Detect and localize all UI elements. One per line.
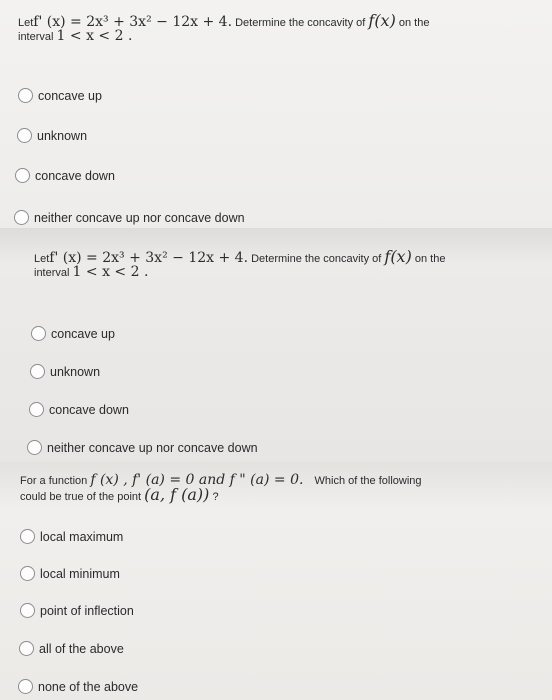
option-label: unknown <box>50 364 101 379</box>
option-all-of-the-above[interactable] <box>19 641 124 656</box>
radio-button[interactable] <box>17 128 32 143</box>
option-label: point of inflection <box>40 603 134 618</box>
option-label: concave down <box>35 168 115 183</box>
radio-button[interactable] <box>27 440 42 455</box>
option-label: concave up <box>38 88 102 103</box>
question-1-section <box>0 0 552 228</box>
point-expression: (a, f (a)) <box>144 485 210 504</box>
radio-button[interactable] <box>18 679 33 694</box>
option-label: none of the above <box>38 679 139 694</box>
option-label: neither concave up nor concave down <box>47 440 258 455</box>
prompt-text: Determine the concavity of <box>235 17 366 29</box>
interval-expression: 1 < x < 2 . <box>56 28 133 44</box>
option-neither[interactable] <box>27 440 258 455</box>
option-label: neither concave up nor concave down <box>34 210 245 225</box>
let-word: Let <box>18 17 34 29</box>
option-concave-down[interactable] <box>29 402 129 417</box>
question-2-section <box>0 228 552 462</box>
question-3-section <box>0 462 552 700</box>
fx-symbol: f(x) <box>384 247 412 266</box>
let-word: Let <box>34 253 50 265</box>
radio-button[interactable] <box>29 402 44 417</box>
function-expression: f' (x) = 2x³ + 3x² − 12x + 4. <box>49 250 249 266</box>
radio-button[interactable] <box>15 168 30 183</box>
option-label: concave down <box>49 402 129 417</box>
option-neither[interactable] <box>14 210 245 225</box>
tail-text: Which of the following <box>314 475 422 487</box>
lead-text: For a function <box>20 475 88 487</box>
option-none-of-the-above[interactable] <box>18 679 138 694</box>
question-mark: ? <box>212 491 219 503</box>
on-the-text: on the <box>398 17 430 29</box>
option-point-of-inflection[interactable] <box>20 603 134 618</box>
radio-button[interactable] <box>19 641 34 656</box>
function-expression: f' (x) = 2x³ + 3x² − 12x + 4. <box>33 14 233 30</box>
on-the-text: on the <box>414 253 446 265</box>
question-3-text <box>20 474 422 504</box>
option-label: local maximum <box>40 529 124 544</box>
interval-word: interval <box>18 31 54 43</box>
interval-expression: 1 < x < 2 . <box>72 264 149 280</box>
fx-symbol: f(x) <box>368 11 396 30</box>
option-concave-down[interactable] <box>15 168 115 183</box>
option-concave-up[interactable] <box>18 88 102 103</box>
radio-button[interactable] <box>31 326 46 341</box>
option-label: all of the above <box>39 641 124 656</box>
prompt-text: Determine the concavity of <box>251 253 382 265</box>
radio-button[interactable] <box>20 529 35 544</box>
radio-button[interactable] <box>20 603 35 618</box>
function-expression: f (x) , f' (a) = 0 and f " (a) = 0. <box>90 472 304 488</box>
option-local-maximum[interactable] <box>20 529 123 544</box>
option-label: unknown <box>37 128 88 143</box>
radio-button[interactable] <box>30 364 45 379</box>
radio-button[interactable] <box>20 566 35 581</box>
interval-word: interval <box>34 267 70 279</box>
radio-button[interactable] <box>14 210 29 225</box>
option-unknown[interactable] <box>17 128 87 143</box>
question-1-text <box>18 11 430 44</box>
option-label: concave up <box>51 326 115 341</box>
option-local-minimum[interactable] <box>20 566 120 581</box>
question-2-text <box>34 247 446 280</box>
option-label: local minimum <box>40 566 120 581</box>
option-concave-up[interactable] <box>31 326 115 341</box>
radio-button[interactable] <box>18 88 33 103</box>
line2-text: could be true of the point <box>20 491 142 503</box>
option-unknown[interactable] <box>30 364 100 379</box>
